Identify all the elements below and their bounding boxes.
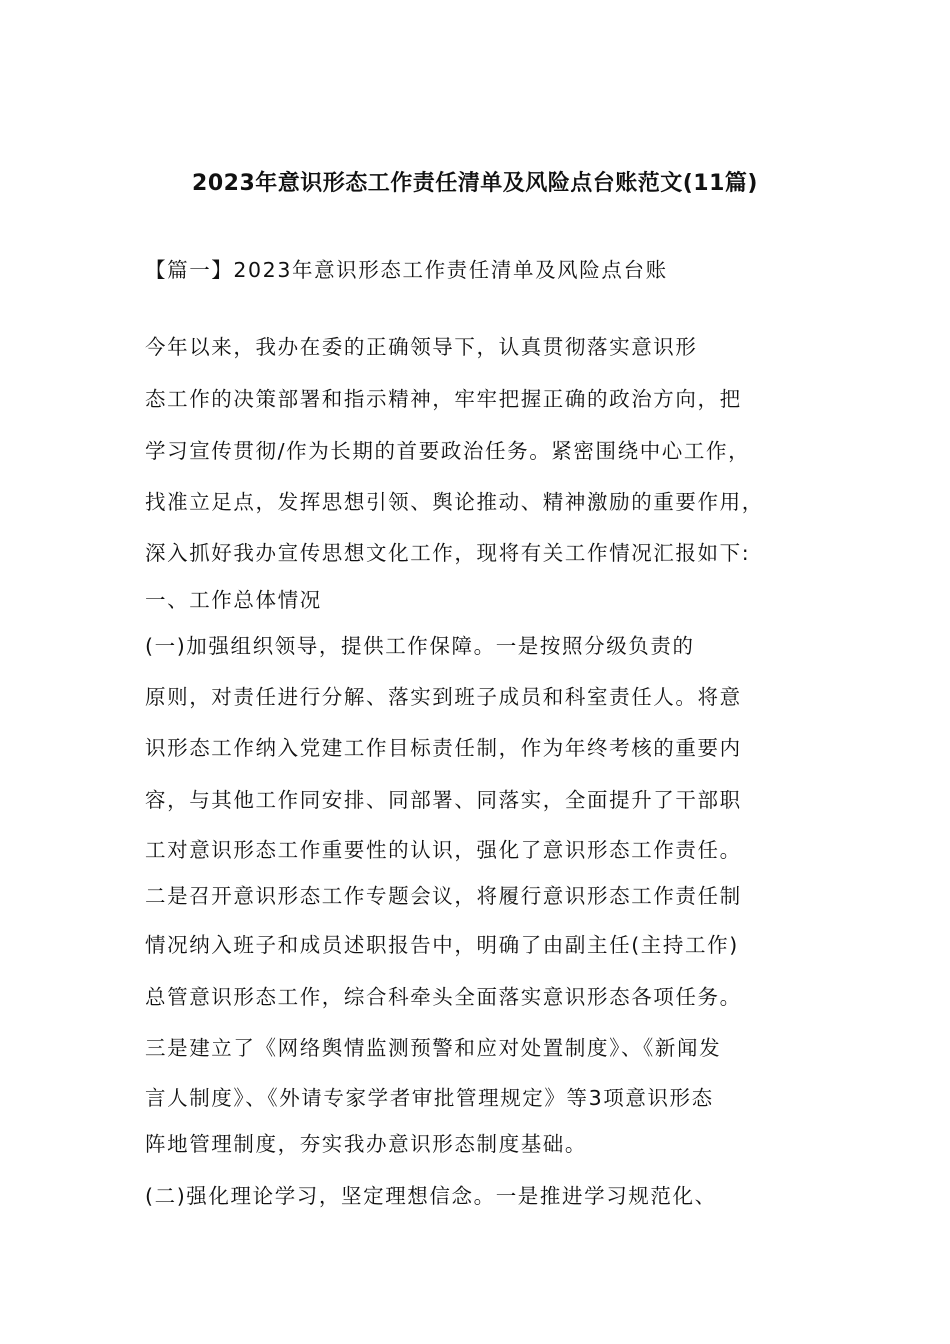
paragraph-line: 容，与其他工作同安排、同部署、同落实，全面提升了干部职	[145, 788, 742, 812]
document-title: 2023年意识形态工作责任清单及风险点台账范文(11篇)	[192, 171, 758, 196]
section-heading: 【篇一】2023年意识形态工作责任清单及风险点台账	[145, 258, 668, 282]
paragraph-line: 情况纳入班子和成员述职报告中，明确了由副主任(主持工作)	[145, 933, 739, 957]
paragraph-line: 学习宣传贯彻/作为长期的首要政治任务。紧密围绕中心工作，	[145, 439, 751, 463]
paragraph-line: 识形态工作纳入党建工作目标责任制，作为年终考核的重要内	[145, 736, 742, 760]
paragraph-line: 今年以来，我办在委的正确领导下，认真贯彻落实意识形	[145, 335, 698, 359]
paragraph-line: 深入抓好我办宣传思想文化工作，现将有关工作情况汇报如下:	[145, 541, 751, 565]
paragraph-line: 言人制度》、《外请专家学者审批管理规定》等3项意识形态	[145, 1086, 714, 1110]
paragraph-line: (一)加强组织领导，提供工作保障。一是按照分级负责的	[145, 634, 695, 658]
paragraph-line: 总管意识形态工作，综合科牵头全面落实意识形态各项任务。	[145, 985, 742, 1009]
subsection-heading: 一、工作总体情况	[145, 588, 322, 612]
paragraph-line: 工对意识形态工作重要性的认识，强化了意识形态工作责任。	[145, 838, 742, 862]
paragraph-line: 找准立足点，发挥思想引领、舆论推动、精神激励的重要作用，	[145, 490, 764, 514]
paragraph-line: 二是召开意识形态工作专题会议，将履行意识形态工作责任制	[145, 884, 742, 908]
paragraph-line: 态工作的决策部署和指示精神，牢牢把握正确的政治方向，把	[145, 387, 742, 411]
paragraph-line: (二)强化理论学习，坚定理想信念。一是推进学习规范化、	[145, 1184, 717, 1208]
paragraph-line: 三是建立了《网络舆情监测预警和应对处置制度》、《新闻发	[145, 1036, 722, 1060]
paragraph-line: 阵地管理制度，夯实我办意识形态制度基础。	[145, 1132, 587, 1156]
paragraph-line: 原则，对责任进行分解、落实到班子成员和科室责任人。将意	[145, 685, 742, 709]
